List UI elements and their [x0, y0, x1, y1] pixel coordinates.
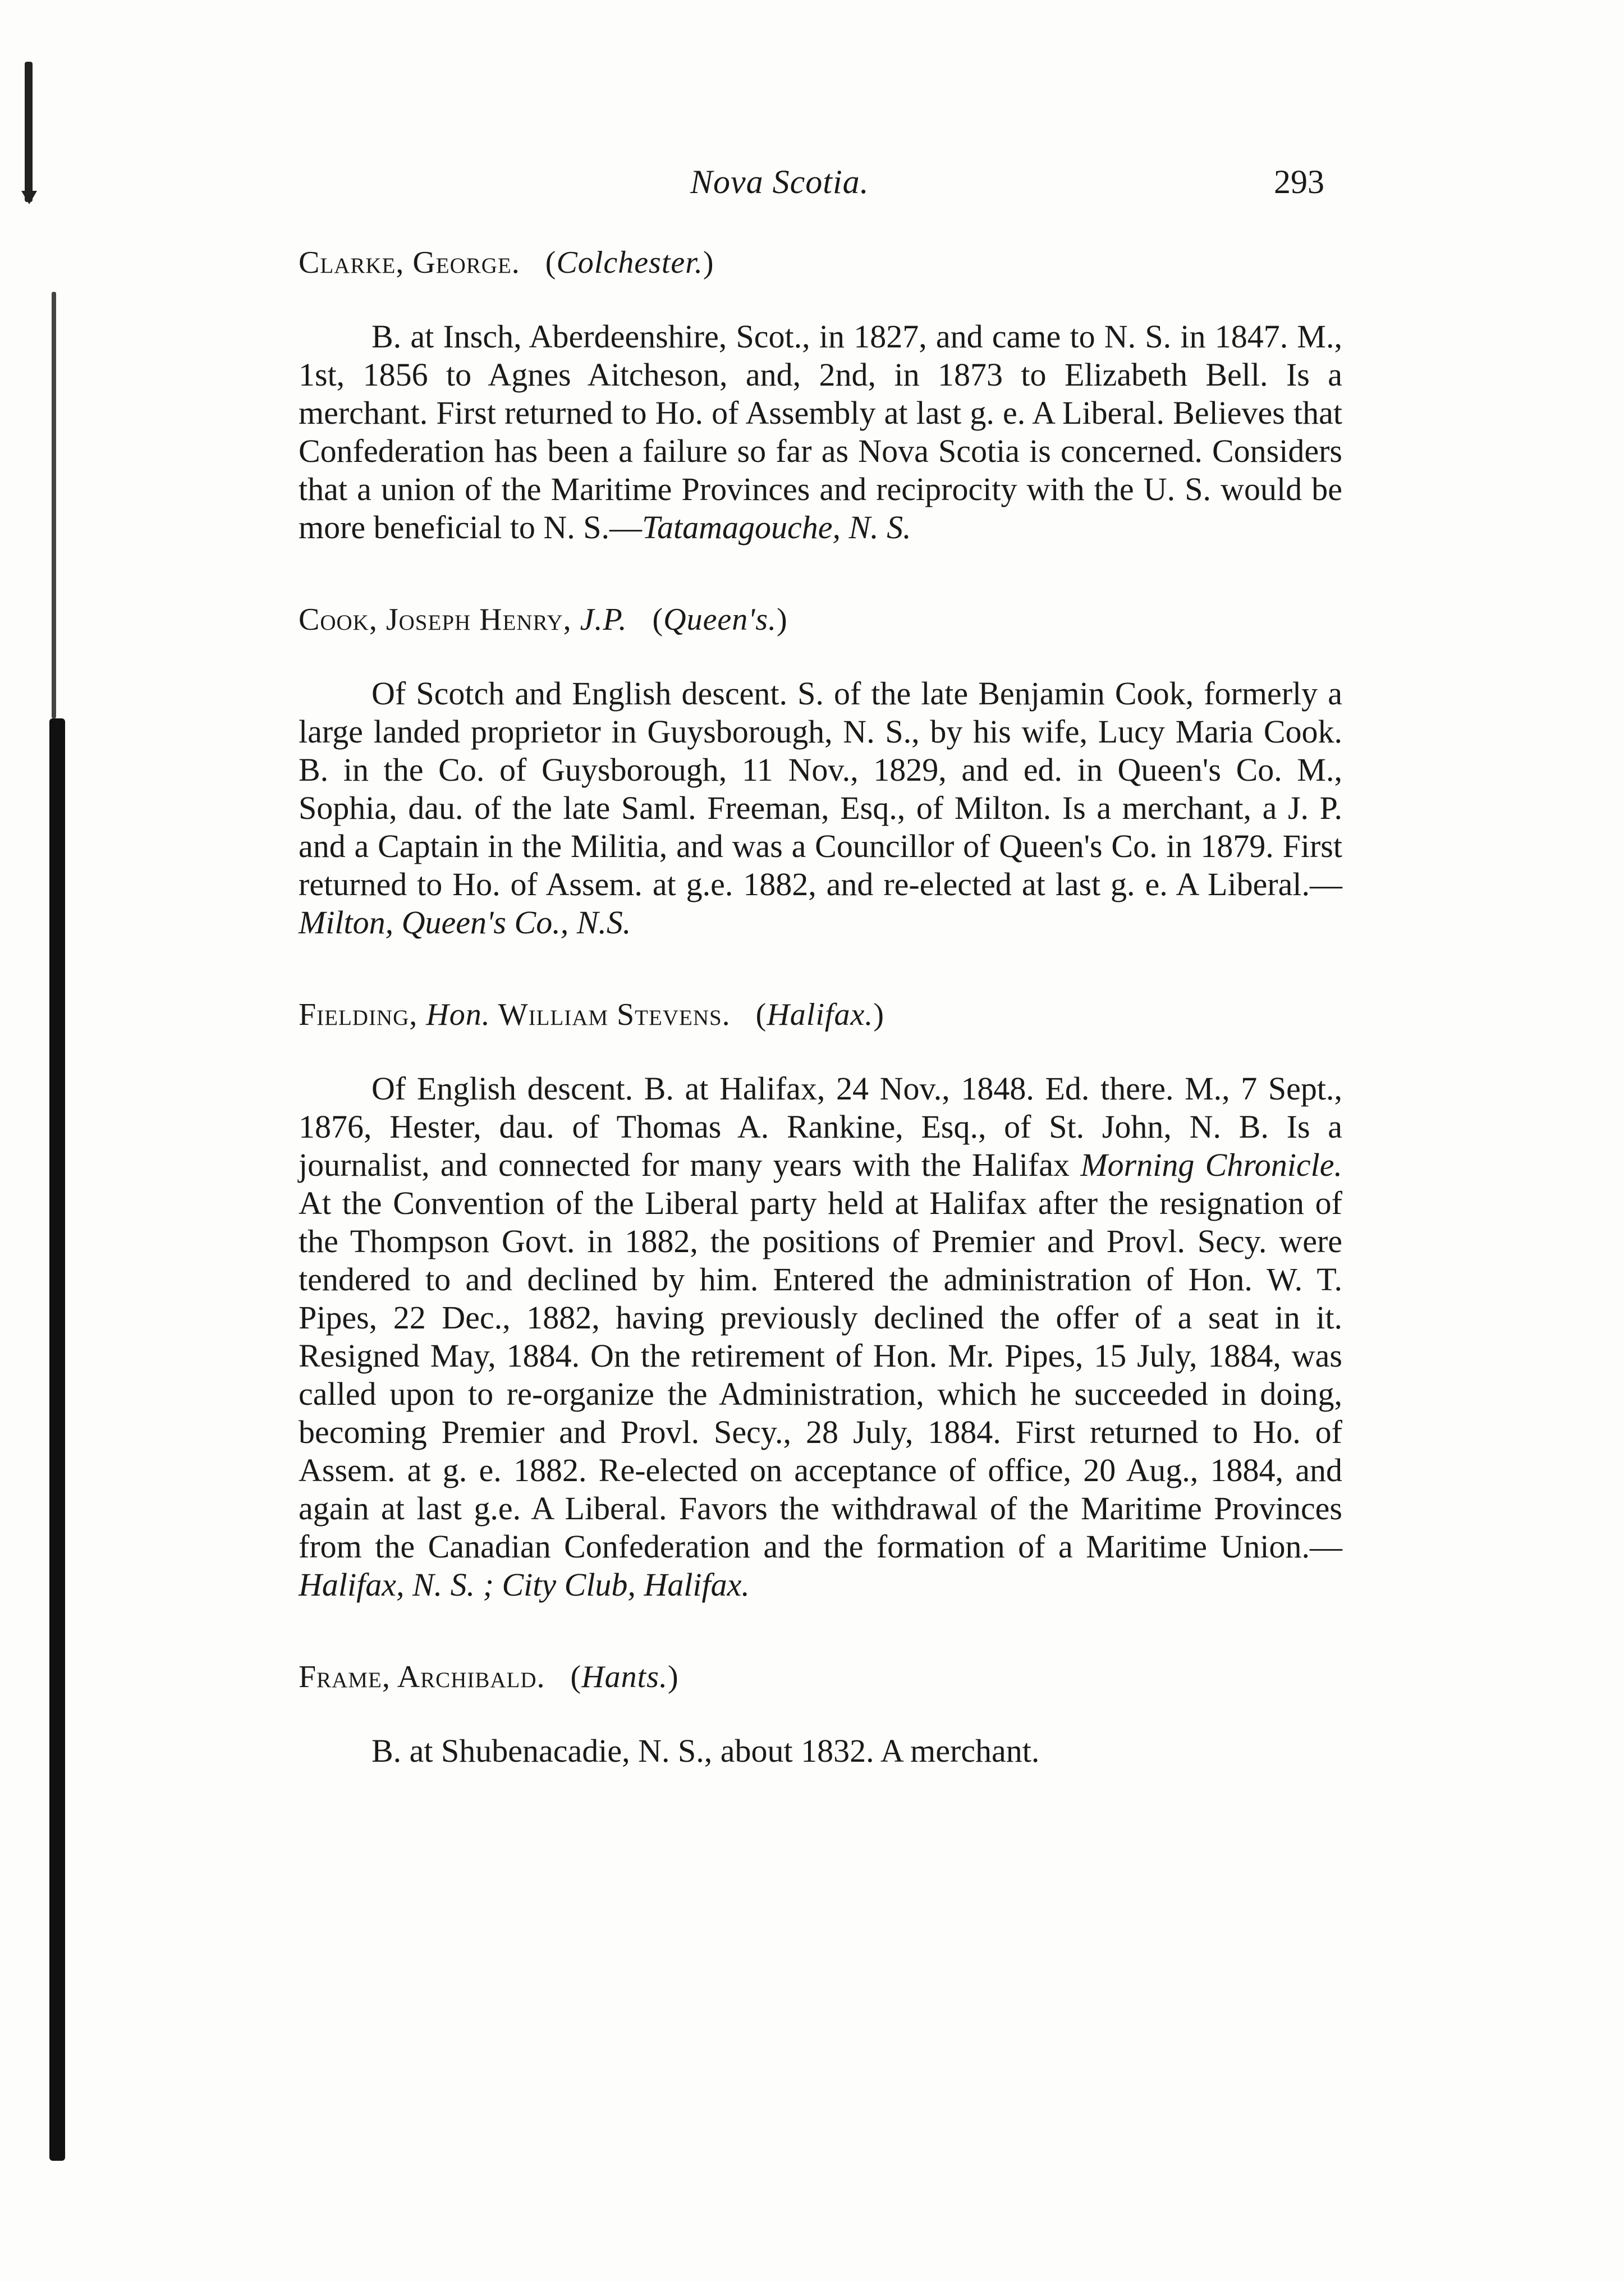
scan-binding-shadow	[49, 718, 65, 2161]
entry-name: Frame, Archibald.	[299, 1660, 545, 1694]
entry-fielding	[299, 993, 1342, 1604]
entry-newspaper: Morning Chronicle.	[1080, 1147, 1342, 1183]
entry-body-text: Of Scotch and English descent. S. of the late Benjamin Cook, formerly a large landed proprietor in Guysborough, N. S., by his wife, Lucy Maria Cook. B. in the Co. of Guysborough, 11 Nov., 1829, and ed. in Queen's Co. M., Sophia, dau. of the late Saml. Freeman, Esq., of Milton. Is a merchant, a J. P. and a Captain in the Militia, and was a Councillor of Queen's Co. in 1879. First returned to Ho. of Assem. at g.e. 1882, and re-elected at last g. e. A Liberal.—	[299, 675, 1342, 902]
scan-edge-mark	[25, 62, 33, 202]
entry-body-text: B. at Insch, Aberdeenshire, Scot., in 1827, and came to N. S. in 1847. M., 1st, 1856 to Agnes Aitcheson, and, 2nd, in 1873 to Elizabeth Bell. Is a merchant. First returned to Ho. of Assembly at last g. e. A Liberal. Believes that Confederation has been a failure so far as Nova Scotia is concerned. Considers that a union of the Maritime Provinces and reciprocity with the U. S. would be more beneficial to N. S.—	[299, 318, 1342, 546]
entry-address: Halifax, N. S. ; City Club, Halifax.	[299, 1566, 750, 1603]
entry-constituency: Halifax.	[767, 997, 874, 1032]
entry-heading: Cook, Joseph Henry, J.P. (Queen's.)	[299, 602, 788, 637]
entry-body-text: Of English descent. B. at Halifax, 24 Nov., 1848. Ed. there. M., 7 Sept., 1876, Hester, dau. of Thomas A. Rankine, Esq., of St. John, N. B. Is a journalist, and connected for many years with the Halifax	[299, 1070, 1342, 1183]
entry-clarke	[299, 241, 1342, 547]
entry-constituency: Hants.	[581, 1660, 668, 1694]
entry-address: Milton, Queen's Co., N.S.	[299, 904, 631, 941]
page-number: 293	[1274, 163, 1324, 200]
entry-frame	[299, 1656, 1342, 1770]
entry-title-abbrev: J.P.	[580, 602, 627, 637]
running-title: Nova Scotia.	[690, 163, 869, 200]
entry-honorific: Hon.	[426, 997, 490, 1032]
entry-cook	[299, 598, 1342, 942]
entry-biography	[299, 675, 1342, 942]
entry-heading: Fielding, Hon. William Stevens. (Halifax.)	[299, 997, 884, 1032]
entry-body-text-cont: At the Convention of the Liberal party held at Halifax after the resignation of the Thompson Govt. in 1882, the positions of Premier and Provl. Secy. were tendered to and declined by him. Entered the administration of Hon. W. T. Pipes, 22 Dec., 1882, having previously declined the offer of a seat in it. Resigned May, 1884. On the retirement of Hon. Mr. Pipes, 15 July, 1884, was called upon to re-organize the Administration, which he succeeded in doing, becoming Premier and Provl. Secy., 28 July, 1884. First returned to Ho. of Assem. at g. e. 1882. Re-elected on acceptance of office, 20 Aug., 1884, and again at last g.e. A Liberal. Favors the withdrawal of the Maritime Provinces from the Canadian Confederation and the formation of a Maritime Union.—	[299, 1185, 1342, 1565]
page-content	[299, 241, 1342, 1822]
scan-edge-shadow	[52, 292, 56, 718]
page-header	[314, 163, 1324, 208]
entry-constituency: Queen's.	[663, 602, 777, 637]
scan-edge-tick	[21, 191, 37, 204]
entry-heading: Frame, Archibald. (Hants.)	[299, 1660, 679, 1694]
entry-biography	[299, 1070, 1342, 1604]
entry-biography	[299, 318, 1342, 547]
entry-name: William Stevens.	[498, 997, 731, 1032]
entry-biography	[299, 1732, 1342, 1770]
entry-heading: Clarke, George. (Colchester.)	[299, 245, 714, 280]
entry-name: Clarke, George.	[299, 245, 520, 280]
entry-constituency: Colchester.	[556, 245, 703, 280]
entry-name-prefix: Fielding,	[299, 997, 418, 1032]
entry-name: Cook, Joseph Henry,	[299, 602, 572, 637]
entry-body-text: B. at Shubenacadie, N. S., about 1832. A merchant.	[371, 1733, 1040, 1769]
entry-address: Tatamagouche, N. S.	[642, 509, 911, 546]
